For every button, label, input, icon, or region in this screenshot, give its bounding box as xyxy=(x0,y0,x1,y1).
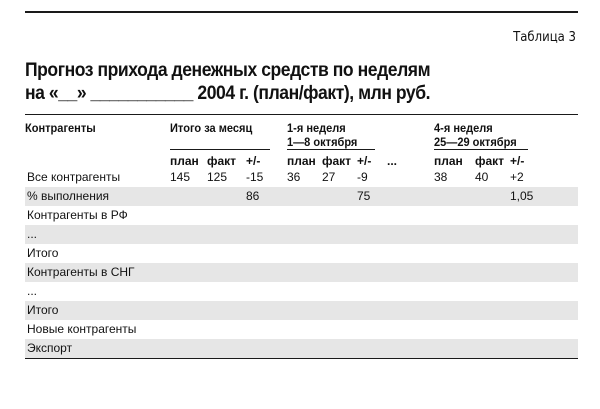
table-row xyxy=(25,301,578,320)
top-rule xyxy=(25,11,578,13)
header-contractors: Контрагенты xyxy=(25,121,96,135)
cell-week4-fact: 40 xyxy=(475,170,489,184)
row-label: Итого xyxy=(27,246,59,260)
row-label: % выполнения xyxy=(27,189,110,203)
table-row xyxy=(25,339,578,358)
title-line-1: Прогноз прихода денежных средств по неделям xyxy=(25,59,431,81)
subheader-week1-fact: факт xyxy=(322,154,352,168)
row-label: Контрагенты в СНГ xyxy=(27,265,135,279)
cell-week4-diff: +2 xyxy=(510,170,524,184)
subheader-week1-diff: +/- xyxy=(357,154,372,168)
row-label: Экспорт xyxy=(27,341,73,355)
cell-week1-plan: 36 xyxy=(287,170,301,184)
cell-week1-diff: 75 xyxy=(357,189,371,203)
subheader-month-diff: +/- xyxy=(246,154,261,168)
cell-month-plan: 145 xyxy=(170,170,191,184)
subheader-week4-plan: план xyxy=(434,154,463,168)
row-label: Новые контрагенты xyxy=(27,322,137,336)
row-label: ... xyxy=(27,284,38,298)
table-row xyxy=(25,282,578,301)
cell-month-diff: -15 xyxy=(246,170,264,184)
row-label: Итого xyxy=(27,303,59,317)
header-week1-dates: 1—8 октября xyxy=(287,135,358,149)
subheader-month-plan: план xyxy=(170,154,199,168)
header-month-total: Итого за месяц xyxy=(170,121,253,135)
table-row xyxy=(25,225,578,244)
table-row xyxy=(25,187,578,206)
table-row xyxy=(25,168,578,187)
cell-month-fact: 125 xyxy=(207,170,228,184)
cell-week4-plan: 38 xyxy=(434,170,448,184)
subheader-month-fact: факт xyxy=(207,154,237,168)
table-row xyxy=(25,206,578,225)
header-week4: 4-я неделя xyxy=(434,121,493,135)
row-label: Все контрагенты xyxy=(27,170,121,184)
subheader-week1-plan: план xyxy=(287,154,316,168)
table-title xyxy=(25,59,529,105)
row-label: ... xyxy=(27,227,38,241)
week4-group-underline xyxy=(434,149,528,150)
subheader-ellipsis: ... xyxy=(387,154,398,168)
cell-week4-diff: 1,05 xyxy=(510,189,534,203)
table-row xyxy=(25,244,578,263)
subheader-week4-fact: факт xyxy=(475,154,505,168)
month-group-underline xyxy=(170,149,270,150)
header-rule xyxy=(25,114,578,115)
title-line-2: на «__» ___________ 2004 г. (план/факт), млн руб. xyxy=(25,82,431,104)
cell-month-diff: 86 xyxy=(246,189,260,203)
table-number-label: Таблица 3 xyxy=(513,30,576,45)
header-week4-dates: 25—29 октября xyxy=(434,135,517,149)
cell-week1-fact: 27 xyxy=(322,170,336,184)
subheader-week4-diff: +/- xyxy=(510,154,525,168)
week1-group-underline xyxy=(287,149,375,150)
table-row xyxy=(25,320,578,339)
bottom-rule xyxy=(25,358,578,359)
row-label: Контрагенты в РФ xyxy=(27,208,128,222)
table-row xyxy=(25,263,578,282)
cell-week1-diff: -9 xyxy=(357,170,368,184)
header-week1: 1-я неделя xyxy=(287,121,346,135)
